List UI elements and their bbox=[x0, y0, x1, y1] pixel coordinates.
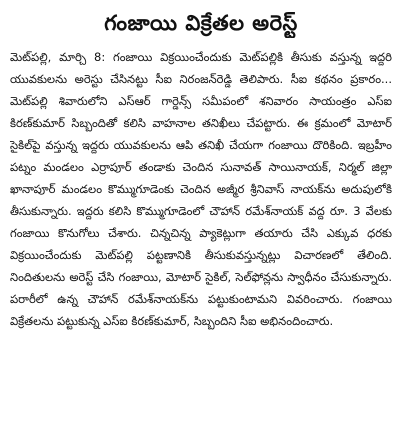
article-headline: గంజాయి విక్రేతల అరెస్ట్ bbox=[104, 11, 298, 35]
article-body: మెట్‌పల్లి, మార్చి 8: గంజాయి విక్రయించేందుకు మెట్‌పల్లికి తీసుకు వస్తున్న ఇద్దరి యువకులను అరెస్టు చేసినట్టు సీఐ నిరంజన్‌రెడ్డి తెలిపారు. సీఐ కథనం ప్రకారం... మెట్‌పల్లి శివారులోని ఎస్‌ఆర్ గార్డెన్స్ సమీపంలో శనివారం సాయంత్రం ఎస్‌ఐ కిరణ్‌కుమార్ సిబ్బందితో కలిసి వాహనాల తనిఖీలు చేపట్టారు. ఈ క్రమంలో మోటార్ సైకిల్‌పై వస్తున్న ఇద్దరు యువకులను ఆపి తనిఖీ చేయగా గంజాయి దొరికింది. ఇబ్రహీం పట్నం మండలం ఎర్రాపూర్ తండాకు చెందిన సునావత్ సాయినాయక్, నిర్మల్ జిల్లా ఖానాపూర్ మండలం కొమ్ముగూడెంకు చెందిన అజ్మీర శ్రీనివాస్ నాయక్‌ను అదుపులోకి తీసుకున్నారు. ఇద్దరు కలిసి కొమ్ముగూడెంలో చౌహాన్ రమేశ్‌నాయక్ వద్ద రూ. 3 వేలకు గంజాయి కొనుగోలు చేశారు. చిన్నచిన్న ప్యాకెట్లుగా తయారు చేసి ఎక్కువ ధరకు విక్రయించేందుకు మెట్‌పల్లి పట్టణానికి తీసుకువస్తున్నట్లు విచారణలో తేలింది. నిందితులను అరెస్ట్ చేసి గంజాయి, మోటార్ సైకిల్, సెల్‌ఫోన్లను స్వాధీనం చేసుకున్నారు. పరారీలో ఉన్న చౌహాన్ రమేశ్‌నాయక్‌ను పట్టుకుంటామని వివరించారు. గంజాయి విక్రేతలను పట్టుకున్న ఎస్ఐ కిరణ్‌కుమార్, సిబ్బందిని సీఐ అభినందించారు. bbox=[10, 50, 392, 328]
